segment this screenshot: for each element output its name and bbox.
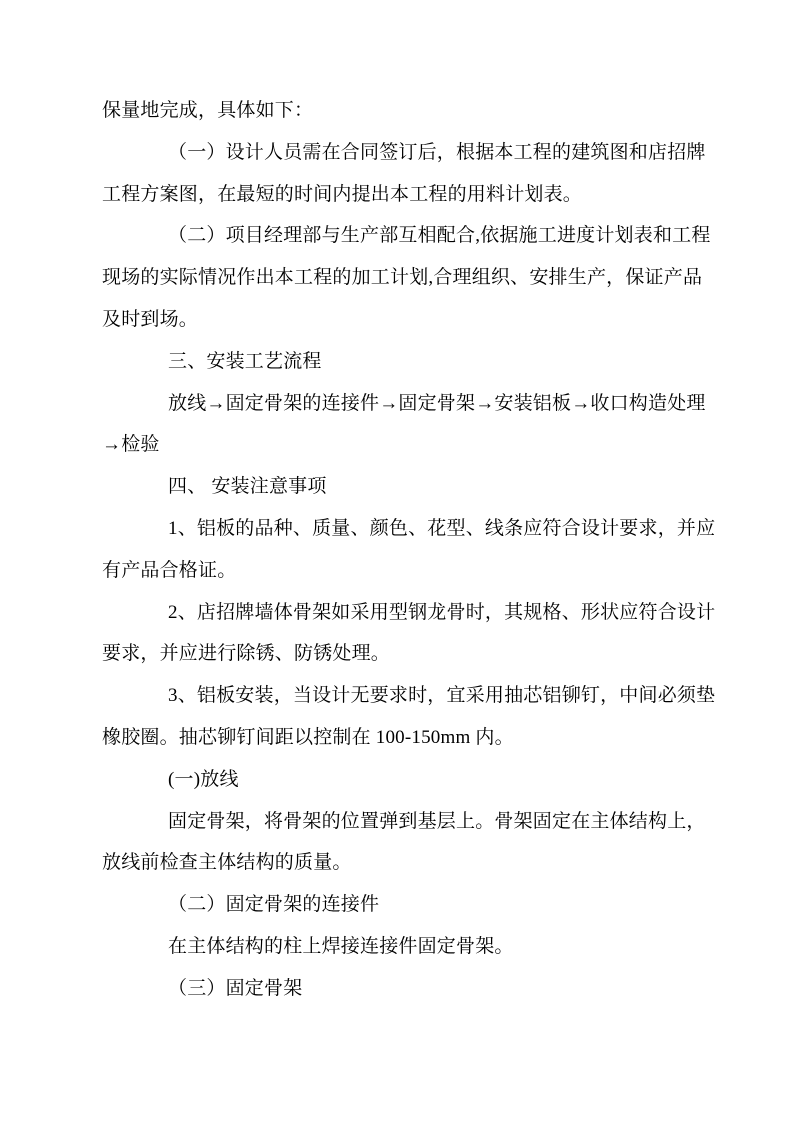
text-line: 及时到场。 <box>102 308 199 330</box>
section-heading: 四、 安装注意事项 <box>168 476 327 498</box>
subsection-heading: (一)放线 <box>168 768 239 790</box>
text-line: 1、铝板的品种、质量、颜色、花型、线条应符合设计要求，并应 <box>168 517 716 539</box>
text-line: 保量地完成，具体如下： <box>102 100 314 121</box>
text-line: 放线→固定骨架的连接件→固定骨架→安装铝板→收口构造处理 <box>168 392 706 414</box>
text-line: 放线前检查主体结构的质量。 <box>102 852 352 874</box>
section-heading: 三、安装工艺流程 <box>168 350 322 372</box>
text-line: （二）项目经理部与生产部互相配合,依据施工进度计划表和工程 <box>168 225 711 247</box>
text-line: 工程方案图，在最短的时间内提出本工程的用料计划表。 <box>102 183 583 205</box>
subsection-heading: （三）固定骨架 <box>168 977 303 999</box>
text-line: 橡胶圈。抽芯铆钉间距以控制在 100-150mm 内。 <box>102 726 514 748</box>
text-line: →检验 <box>102 434 160 456</box>
text-line: 3、铝板安装，当设计无要求时，宜采用抽芯铝铆钉，中间必须垫 <box>168 685 716 707</box>
text-line: 有产品合格证。 <box>102 559 237 581</box>
text-line: 现场的实际情况作出本工程的加工计划,合理组织、安排生产，保证产品 <box>102 267 703 289</box>
text-line: 2、店招牌墙体骨架如采用型钢龙骨时，其规格、形状应符合设计 <box>168 601 716 623</box>
text-line: 在主体结构的柱上焊接连接件固定骨架。 <box>168 935 514 957</box>
text-line: 要求，并应进行除锈、防锈处理。 <box>102 643 391 665</box>
document-body <box>102 90 750 1010</box>
subsection-heading: （二）固定骨架的连接件 <box>168 894 380 916</box>
text-line: 固定骨架，将骨架的位置弹到基层上。骨架固定在主体结构上， <box>168 810 706 832</box>
text-line: （一）设计人员需在合同签订后，根据本工程的建筑图和店招牌 <box>168 141 706 163</box>
